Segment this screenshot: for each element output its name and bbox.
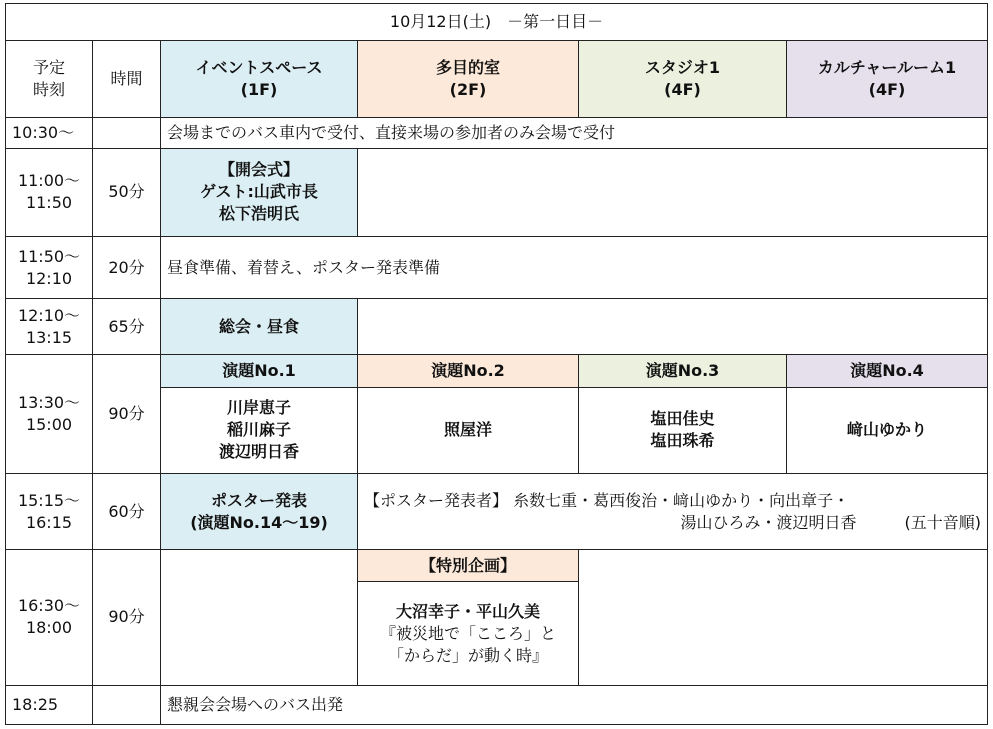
schedule-row	[6, 236, 988, 298]
duration-cell: 90分	[93, 550, 161, 686]
header-event-space: イベントスペース (1F)	[161, 41, 358, 118]
schedule-row	[6, 118, 988, 148]
schedule-row	[6, 148, 988, 236]
empty-cell	[358, 299, 988, 355]
poster-session-cell: ポスター発表 (演題No.14～19)	[161, 473, 358, 549]
header-culture-room-1: カルチャールーム1 (4F)	[787, 41, 988, 118]
time-cell: 10:30～	[6, 118, 93, 148]
time-cell: 15:15～ 16:15	[6, 473, 93, 549]
schedule-row	[6, 299, 988, 355]
special-header-row	[6, 550, 988, 582]
header-row	[6, 41, 988, 118]
topics-row	[6, 355, 988, 387]
time-cell: 12:10～ 13:15	[6, 299, 93, 355]
duration-cell	[93, 118, 161, 148]
schedule-table	[5, 3, 988, 725]
duration-cell: 60分	[93, 473, 161, 549]
duration-cell: 20分	[93, 236, 161, 298]
header-multipurpose-room: 多目的室 (2F)	[358, 41, 579, 118]
poster-presenters-cell: 【ポスター発表者】 糸数七重・葛西俊治・﨑山ゆかり・向出章子・ 湯山ひろみ・渡辺明日香 (五十音順)	[358, 473, 988, 549]
topic-2-header: 演題No.2	[358, 355, 579, 387]
time-cell: 11:50～ 12:10	[6, 236, 93, 298]
note-cell: 懇親会会場へのバス出発	[161, 685, 988, 724]
topic-1-presenters: 川岸恵子 稲川麻子 渡辺明日香	[161, 387, 358, 473]
note-cell: 会場までのバス車内で受付、直接来場の参加者のみ会場で受付	[161, 118, 988, 148]
topic-2-presenters: 照屋洋	[358, 387, 579, 473]
topic-4-header: 演題No.4	[787, 355, 988, 387]
general-meeting-cell: 総会・昼食	[161, 299, 358, 355]
header-duration: 時間	[93, 41, 161, 118]
note-cell: 昼食準備、着替え、ポスター発表準備	[161, 236, 988, 298]
time-cell: 18:25	[6, 685, 93, 724]
title-row	[6, 4, 988, 41]
time-cell: 13:30～ 15:00	[6, 355, 93, 473]
page-title: 10月12日(土) －第一日目－	[6, 4, 988, 41]
schedule-row	[6, 473, 988, 549]
duration-cell: 65分	[93, 299, 161, 355]
header-studio-1: スタジオ1 (4F)	[579, 41, 787, 118]
empty-cell	[579, 550, 988, 686]
time-cell: 11:00～ 11:50	[6, 148, 93, 236]
topic-1-header: 演題No.1	[161, 355, 358, 387]
special-program-cell: 大沼幸子・平山久美 『被災地で「こころ」と 「からだ」が動く時』	[358, 582, 579, 685]
empty-cell	[161, 550, 358, 686]
opening-ceremony-cell: 【開会式】 ゲスト:山武市長 松下浩明氏	[161, 148, 358, 236]
duration-cell: 90分	[93, 355, 161, 473]
topic-3-presenters: 塩田佳史 塩田珠希	[579, 387, 787, 473]
time-cell: 16:30～ 18:00	[6, 550, 93, 686]
duration-cell: 50分	[93, 148, 161, 236]
header-scheduled-time: 予定 時刻	[6, 41, 93, 118]
duration-cell	[93, 685, 161, 724]
empty-cell	[358, 148, 988, 236]
topic-4-presenters: 﨑山ゆかり	[787, 387, 988, 473]
topic-3-header: 演題No.3	[579, 355, 787, 387]
schedule-row	[6, 685, 988, 724]
special-program-header: 【特別企画】	[358, 550, 579, 582]
